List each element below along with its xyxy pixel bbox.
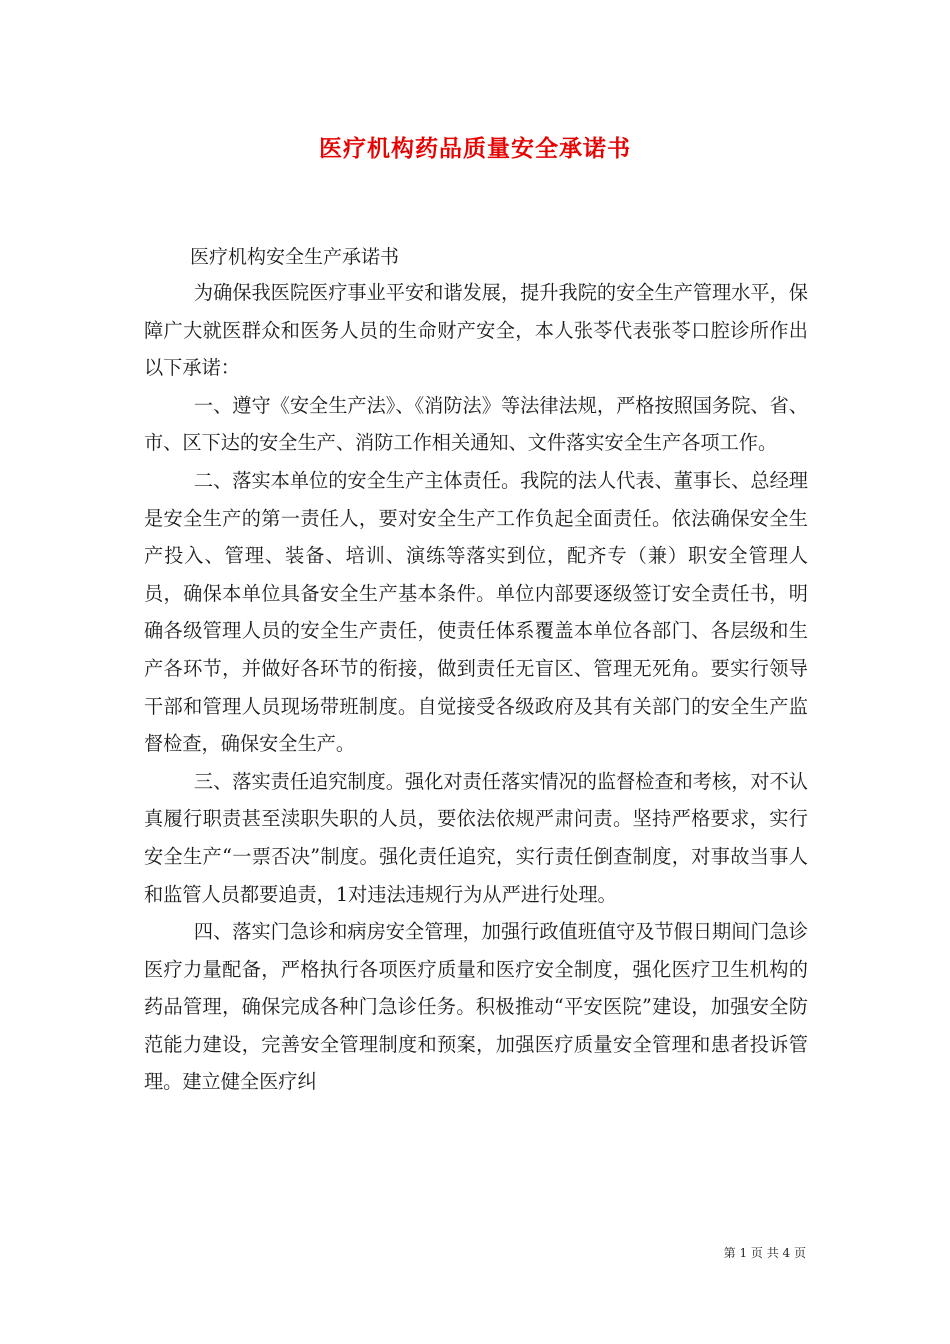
paragraph-item-1: 一、遵守《安全生产法》、《消防法》等法律法规，严格按照国务院、省、市、区下达的安全生产、消防工作相关通知、文件落实安全生产各项工作。 — [144, 393, 808, 455]
paragraph-item-4: 四、落实门急诊和病房安全管理，加强行政值班值守及节假日期间门急诊医疗力量配备，严格执行各项医疗质量和医疗安全制度，强化医疗卫生机构的药品管理，确保完成各种门急诊任务。积极推动“平安医院”建设，加强安全防范能力建设，完善安全管理制度和预案，加强医疗质量安全管理和患者投诉管理。建立健全医疗纠 — [144, 920, 808, 1094]
paragraph-item-3: 三、落实责任追究制度。强化对责任落实情况的监督检查和考核，对不认真履行职责甚至渎职失职的人员，要依法依规严肃问责。坚持严格要求，实行安全生产“一票否决”制度。强化责任追究，实行责任倒查制度，对事故当事人和监管人员都要追责，1对违法违规行为从严进行处理。 — [144, 769, 808, 906]
document-body — [144, 274, 808, 1101]
page-number: 第 1 页 共 4 页 — [723, 1246, 806, 1260]
paragraph-intro: 为确保我医院医疗事业平安和谐发展，提升我院的安全生产管理水平，保障广大就医群众和医务人员的生命财产安全，本人张苓代表张苓口腔诊所作出以下承诺： — [144, 281, 808, 380]
document-title: 医疗机构药品质量安全承诺书 — [319, 135, 631, 162]
document-subtitle: 医疗机构安全生产承诺书 — [190, 246, 400, 268]
paragraph-item-2: 二、落实本单位的安全生产主体责任。我院的法人代表、董事长、总经理是安全生产的第一责任人，要对安全生产工作负起全面责任。依法确保安全生产投入、管理、装备、培训、演练等落实到位，配齐专（兼）职安全管理人员，确保本单位具备安全生产基本条件。单位内部要逐级签订安全责任书，明确各级管理人员的安全生产责任，使责任体系覆盖本单位各部门、各层级和生产各环节，并做好各环节的衔接，做到责任无盲区、管理无死角。要实行领导干部和管理人员现场带班制度。自觉接受各级政府及其有关部门的安全生产监督检查，确保安全生产。 — [144, 468, 808, 756]
